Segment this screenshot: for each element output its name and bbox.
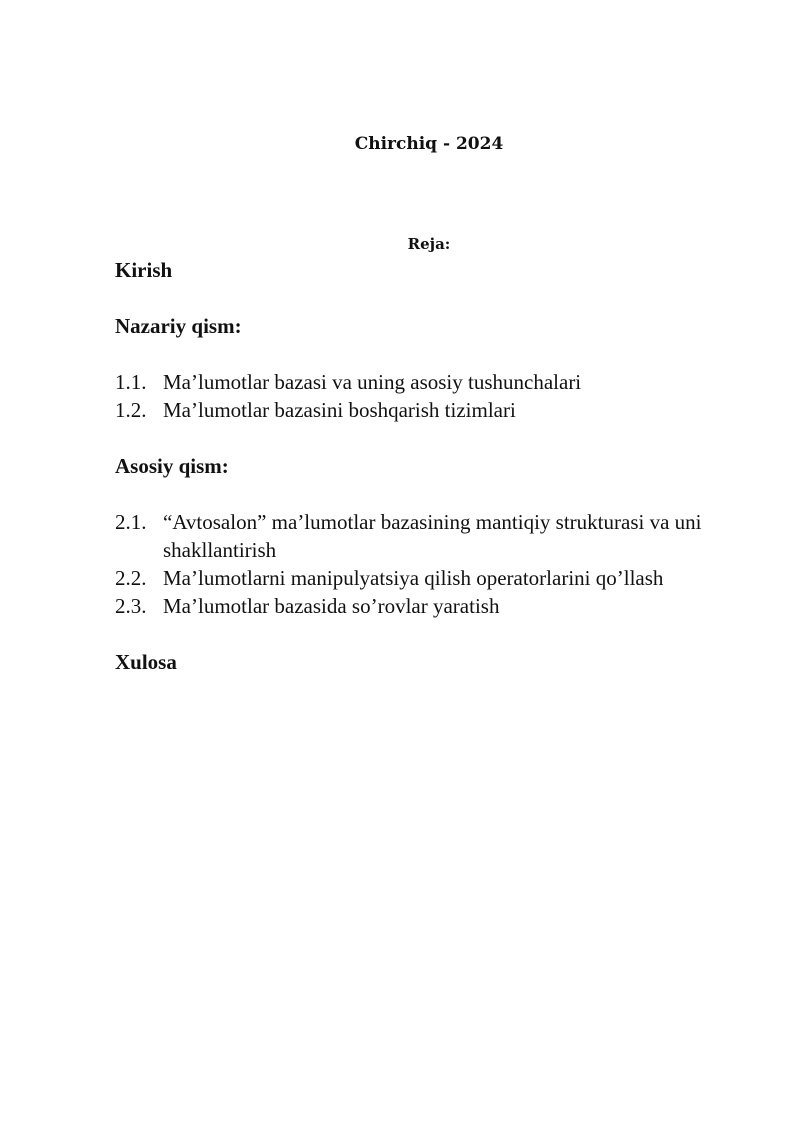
item-number: 2.2. bbox=[115, 566, 147, 590]
item-number: 1.2. bbox=[115, 398, 147, 422]
spacer bbox=[115, 620, 775, 648]
item-text: Ma’lumotlar bazasida so’rovlar yaratish bbox=[163, 594, 500, 618]
plan-outline bbox=[115, 256, 775, 676]
spacer bbox=[115, 340, 775, 368]
item-text: Ma’lumotlar bazasini boshqarish tizimlari bbox=[163, 398, 516, 422]
spacer bbox=[115, 424, 775, 452]
outline-item-2-2 bbox=[115, 564, 775, 592]
outline-item-1-1 bbox=[115, 368, 775, 396]
theory-section-heading: Nazariy qism: bbox=[115, 314, 242, 338]
item-number: 2.1. bbox=[115, 510, 147, 534]
intro-heading: Kirish bbox=[115, 258, 173, 282]
item-text: Ma’lumotlarni manipulyatsiya qilish operatorlarini qo’llash bbox=[163, 566, 664, 590]
outline-item-1-2 bbox=[115, 396, 775, 424]
item-number: 2.3. bbox=[115, 594, 147, 618]
item-text: “Avtosalon” ma’lumotlar bazasining mantiqiy strukturasi va uni shakllantirish bbox=[163, 510, 702, 562]
conclusion-heading: Xulosa bbox=[115, 650, 177, 674]
outline-item-2-3 bbox=[115, 592, 775, 620]
outline-item-2-1 bbox=[115, 508, 775, 564]
item-number: 1.1. bbox=[115, 370, 147, 394]
item-text: Ma’lumotlar bazasi va uning asosiy tushunchalari bbox=[163, 370, 582, 394]
spacer bbox=[115, 284, 775, 312]
plan-title: Reja: bbox=[407, 235, 451, 253]
main-section-heading: Asosiy qism: bbox=[115, 454, 229, 478]
city-year-line: Chirchiq - 2024 bbox=[354, 134, 504, 154]
spacer bbox=[115, 480, 775, 508]
